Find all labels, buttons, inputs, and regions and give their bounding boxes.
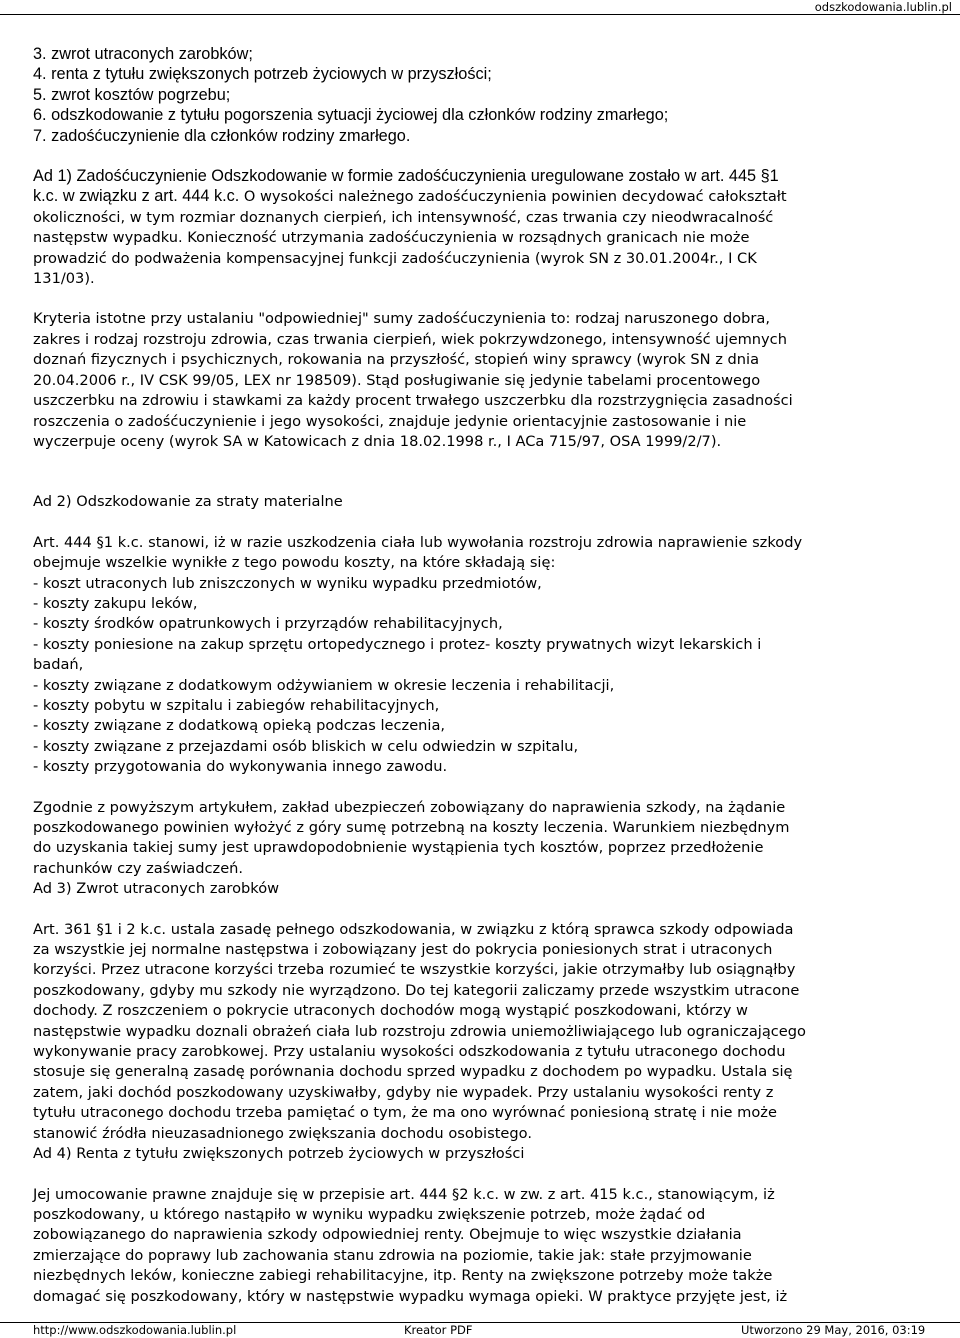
text-line: niezbędnych leków, konieczne zabiegi rehabilitacyjne, itp. Renty na zwiększone potrzeby może także <box>33 1267 773 1285</box>
section-heading: Ad 4) Renta z tytułu zwiększonych potrzeb życiowych w przyszłości <box>33 1145 525 1163</box>
text-line: poszkodowany, gdyby mu szkody nie wyrządzono. Do tej kategorii zaliczamy przede wszystkim utracone <box>33 981 800 999</box>
list-item: - koszty związane z przejazdami osób bliskich w celu odwiedzin w szpitalu, <box>33 737 579 755</box>
text-line: obejmuje wszelkie wynikłe z tego powodu koszty, na które składają się: <box>33 554 556 572</box>
text-line: zmierzające do poprawy lub zachowania stanu zdrowia na poziomie, takie jak: stałe przyjmowanie <box>33 1246 752 1264</box>
text-line: stanowić źródła nieuzasadnionego zwiększania dochodu osobistego. <box>33 1124 532 1142</box>
text-line: korzyści. Przez utracone korzyści trzeba rozumieć te wszystkie korzyści, jakie otrzymałby lub osiągnąłby <box>33 961 796 979</box>
text-line: dochody. Z roszczeniem o pokrycie utraconych dochodów mogą wystąpić poszkodowani, którzy w <box>33 1002 748 1020</box>
numbered-list <box>33 44 933 146</box>
text-line: roszczenia o zadośćuczynienie i jego wysokości, znajduje jedynie orientacyjnie zastosowanie i nie <box>33 412 747 430</box>
ad2-section <box>33 492 933 879</box>
list-item: - koszty związane z dodatkową opieką podczas leczenia, <box>33 717 446 735</box>
text-line: zakres i rodzaj rozstroju zdrowia, czas trwania cierpień, wiek pokrzywdzonego, intensywność ujemnych <box>33 330 787 348</box>
text-line: 20.04.2006 r., IV CSK 99/05, LEX nr 198509). Stąd posługiwanie się jedynie tabelami procentowego <box>33 371 761 389</box>
list-item: - koszty związane z dodatkowym odżywianiem w okresie leczenia i rehabilitacji, <box>33 676 615 694</box>
ad4-section <box>33 1144 933 1307</box>
text-line: Jej umocowanie prawne znajduje się w przepisie art. 444 §2 k.c. w zw. z art. 415 k.c., stanowiącym, iż <box>33 1185 775 1203</box>
text-line: Kryteria istotne przy ustalaniu "odpowiedniej" sumy zadośćuczynienia to: rodzaj naruszonego dobra, <box>33 310 770 328</box>
text-line: następstwie wypadku doznali obrażeń ciała lub rozstroju zdrowia uniemożliwiającego lub ograniczającego <box>33 1022 806 1040</box>
list-item: - koszt utraconych lub zniszczonych w wyniku wypadku przedmiotów, <box>33 574 542 592</box>
site-header: odszkodowania.lublin.pl <box>814 0 952 14</box>
text-line: wykonywanie pracy zarobkowej. Przy ustalaniu wysokości odszkodowania z tytułu utraconego dochodu <box>33 1043 786 1061</box>
text-line: zobowiązanego do naprawienia szkody odpowiedniej renty. Obejmuje to więc wszystkie działania <box>33 1226 742 1244</box>
list-item: - koszty zakupu leków, <box>33 594 198 612</box>
text-line: tytułu utraconego dochodu trzeba pamiętać o tym, że ma ono wyrównać poniesioną stratę i nie może <box>33 1104 777 1122</box>
ad1-intro-line: Ad 1) Zadośćuczynienie Odszkodowanie w formie zadośćuczynienia uregulowane zostało w art. 445 §1 <box>33 167 779 186</box>
list-item: badań, <box>33 656 84 674</box>
text-line: doznań fizycznych i psychicznych, rokowania na przyszłość, stopień winy sprawcy (wyrok SN z dnia <box>33 351 760 369</box>
footer-creator: Kreator PDF <box>404 1323 473 1337</box>
text-line: uszczerbku na zdrowiu i stawkami za każdy procent trwałego uszczerbku dla rozstrzygnięcia zasadności <box>33 392 793 410</box>
document-body <box>33 44 933 1307</box>
section-heading: Ad 2) Odszkodowanie za straty materialne <box>33 493 343 511</box>
ad1-body-line: okoliczności, w tym rozmiar doznanych cierpień, ich intensywność, czas trwania czy nieodwracalność <box>33 208 774 226</box>
text-line: poszkodowanego powinien wyłożyć z góry sumę potrzebną na koszty leczenia. Warunkiem niezbędnym <box>33 819 790 836</box>
list-item: - koszty pobytu w szpitalu i zabiegów rehabilitacyjnych, <box>33 696 440 714</box>
text-line: rachunków czy zaświadczeń. <box>33 859 244 877</box>
kryteria-paragraph <box>33 309 933 452</box>
section-heading: Ad 3) Zwrot utraconych zarobków <box>33 880 280 898</box>
text-line: poszkodowany, u którego nastąpiło w wyniku wypadku zwiększenie potrzeb, może żądać od <box>33 1205 706 1223</box>
list-item: 6. odszkodowanie z tytułu pogorszenia sytuacji życiowej dla członków rodziny zmarłego; <box>33 106 669 125</box>
list-item: 5. zwrot kosztów pogrzebu; <box>33 85 231 104</box>
list-item: - koszty środków opatrunkowych i przyrządów rehabilitacyjnych, <box>33 615 503 633</box>
text-line: stosuje się generalną zasadę porównania dochodu sprzed wypadku z dochodem po wypadku. Ustala się <box>33 1063 793 1081</box>
text-line: Art. 361 §1 i 2 k.c. ustala zasadę pełnego odszkodowania, w związku z którą sprawca szkody odpowiada <box>33 920 794 938</box>
ad1-body-line: prowadzić do podważenia kompensacyjnej funkcji zadośćuczynienia (wyrok SN z 30.01.2004r., I CK <box>33 249 757 267</box>
text-line: za wszystkie jej normalne następstwa i zobowiązany jest do pokrycia poniesionych strat i utraconych <box>33 941 773 959</box>
text-line: zatem, jaki dochód poszkodowany uzyskiwałby, gdyby nie wypadek. Przy ustalaniu wysokości renty z <box>33 1083 774 1101</box>
ad1-body-line: 131/03). <box>33 270 95 288</box>
list-item: 4. renta z tytułu zwiększonych potrzeb życiowych w przyszłości; <box>33 65 492 84</box>
text-line: Zgodnie z powyższym artykułem, zakład ubezpieczeń zobowiązany do naprawienia szkody, na żądanie <box>33 798 786 816</box>
text-line: Art. 444 §1 k.c. stanowi, iż w razie uszkodzenia ciała lub wywołania rozstroju zdrowia naprawienie szkody <box>33 533 803 551</box>
header-rule <box>0 14 960 15</box>
ad1-intro-line: k.c. w związku z art. 444 k.c. <box>33 187 244 206</box>
ad1-body-line: O wysokości należnego zadośćuczynienia powinien decydować całokształt <box>243 188 787 206</box>
footer-url: http://www.odszkodowania.lublin.pl <box>33 1323 237 1337</box>
ad1-section <box>33 166 933 452</box>
list-item: - koszty przygotowania do wykonywania innego zawodu. <box>33 758 448 776</box>
list-item: - koszty poniesione na zakup sprzętu ortopedycznego i protez- koszty prywatnych wizyt lekarskich i <box>33 635 762 653</box>
list-item: 7. zadośćuczynienie dla członków rodziny zmarłego. <box>33 126 411 145</box>
ad1-body-line: następstw wypadku. Konieczność utrzymania zadośćuczynienia w rozsądnych granicach nie może <box>33 229 750 247</box>
footer-timestamp: Utworzono 29 May, 2016, 03:19 <box>741 1323 926 1337</box>
list-item: 3. zwrot utraconych zarobków; <box>33 45 253 63</box>
text-line: do uzyskania takiej sumy jest uprawdopodobnienie wystąpienia tych kosztów, poprzez przedłożenie <box>33 839 764 857</box>
text-line: domagać się poszkodowany, który w następstwie wypadku wymaga opieki. W praktyce przyjęte jest, iż <box>33 1287 788 1305</box>
text-line: wyczerpuje oceny (wyrok SA w Katowicach z dnia 18.02.1998 r., I ACa 715/97, OSA 1999/2/7). <box>33 432 722 450</box>
ad3-section <box>33 879 933 1144</box>
